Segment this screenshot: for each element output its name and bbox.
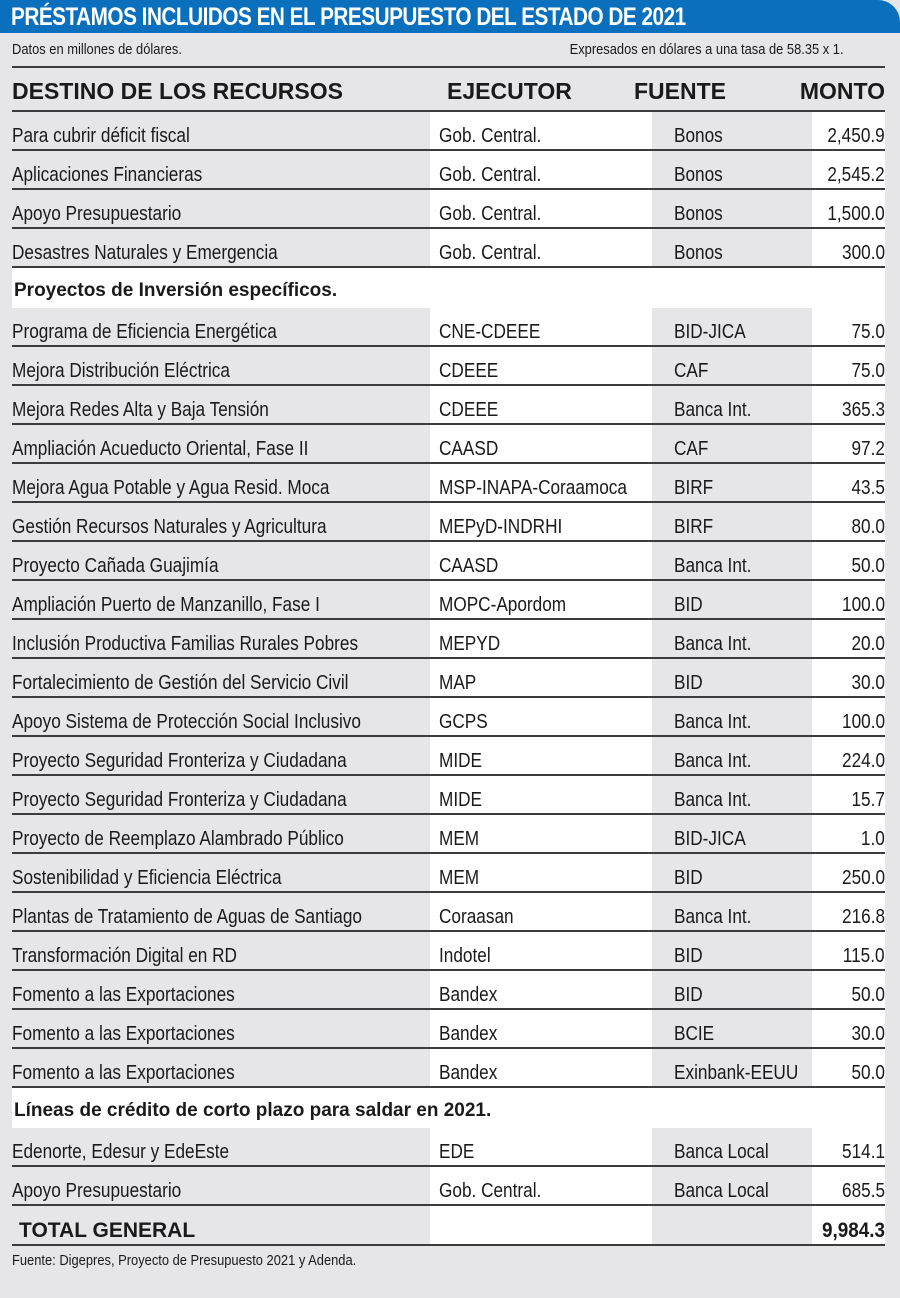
cell-monto: [812, 308, 885, 347]
table-row: [12, 151, 885, 190]
ejecutor-value: Bandex: [439, 1062, 498, 1084]
cell-monto: [812, 503, 885, 542]
table-row: [12, 776, 885, 815]
cell-monto: [812, 737, 885, 776]
total-row: [12, 1206, 885, 1246]
section-heading: Proyectos de Inversión específicos.: [14, 280, 338, 301]
cell-monto: [812, 815, 885, 854]
cell-monto: [812, 893, 885, 932]
cell-fuente: [652, 971, 812, 1010]
source-footnote: Fuente: Digepres, Proyecto de Presupuesto 2021 y Adenda.: [12, 1252, 357, 1269]
monto-value: 30.0: [851, 1023, 885, 1045]
ejecutor-value: MIDE: [439, 789, 482, 811]
destino-value: Plantas de Tratamiento de Aguas de Santiago: [12, 906, 362, 928]
cell-monto: [812, 698, 885, 737]
exchange-rate-note: Expresados en dólares a una tasa de 58.35 x 1.: [570, 41, 844, 58]
cell-monto: [812, 425, 885, 464]
cell-fuente: [652, 308, 812, 347]
destino-value: Apoyo Sistema de Protección Social Inclusivo: [12, 711, 361, 733]
table-row: [12, 112, 885, 151]
cell-fuente: [652, 620, 812, 659]
monto-value: 97.2: [851, 438, 885, 460]
ejecutor-value: Gob. Central.: [439, 164, 542, 186]
total-value: 9,984.3: [821, 1219, 885, 1242]
fuente-value: BID: [674, 594, 703, 616]
monto-value: 1.0: [861, 828, 885, 850]
cell-fuente: [652, 932, 812, 971]
table-row: [12, 854, 885, 893]
fuente-value: Banca Local: [674, 1141, 769, 1163]
monto-value: 75.0: [851, 321, 885, 343]
cell-ejecutor: [430, 542, 652, 581]
ejecutor-value: Indotel: [439, 945, 491, 967]
ejecutor-value: Gob. Central.: [439, 1180, 542, 1202]
cell-ejecutor: [430, 151, 652, 190]
section-heading: Líneas de crédito de corto plazo para saldar en 2021.: [14, 1100, 492, 1121]
table-row: [12, 1128, 885, 1167]
column-header-destino: DESTINO DE LOS RECURSOS: [12, 78, 343, 104]
cell-fuente: [652, 229, 812, 268]
monto-value: 1,500.0: [827, 203, 885, 225]
fuente-value: Banca Int.: [674, 750, 752, 772]
destino-value: Apoyo Presupuestario: [12, 1180, 182, 1202]
destino-value: Fomento a las Exportaciones: [12, 984, 235, 1006]
cell-monto: [812, 854, 885, 893]
monto-value: 365.3: [841, 399, 885, 421]
destino-value: Para cubrir déficit fiscal: [12, 125, 190, 147]
cell-ejecutor: [430, 581, 652, 620]
table-row: [12, 659, 885, 698]
monto-value: 100.0: [841, 594, 885, 616]
table-row: [12, 347, 885, 386]
cell-ejecutor: [430, 620, 652, 659]
cell-monto: [812, 581, 885, 620]
monto-value: 216.8: [841, 906, 885, 928]
destino-value: Ampliación Acueducto Oriental, Fase II: [12, 438, 309, 460]
table-row: [12, 425, 885, 464]
monto-value: 224.0: [841, 750, 885, 772]
ejecutor-value: MIDE: [439, 750, 482, 772]
cell-ejecutor: [430, 932, 652, 971]
cell-ejecutor: [430, 190, 652, 229]
table-row: [12, 815, 885, 854]
fuente-value: BID-JICA: [674, 321, 746, 343]
cell-monto: [812, 659, 885, 698]
ejecutor-value: Gob. Central.: [439, 203, 542, 225]
cell-ejecutor: [430, 854, 652, 893]
cell-ejecutor: [430, 815, 652, 854]
ejecutor-value: MOPC-Apordom: [439, 594, 567, 616]
cell-monto: [812, 776, 885, 815]
fuente-value: Banca Int.: [674, 789, 752, 811]
fuente-value: Banca Int.: [674, 555, 752, 577]
cell-destino: [12, 698, 430, 737]
cell-ejecutor: [430, 1167, 652, 1206]
cell-destino: [12, 347, 430, 386]
table-row: [12, 1049, 885, 1088]
ejecutor-value: Gob. Central.: [439, 242, 542, 264]
section-heading-row: [12, 268, 885, 308]
monto-value: 100.0: [841, 711, 885, 733]
cell-fuente: [652, 854, 812, 893]
cell-monto: [812, 1167, 885, 1206]
table-row: [12, 581, 885, 620]
cell-destino: [12, 1128, 430, 1167]
cell-fuente: [652, 425, 812, 464]
cell-ejecutor: [430, 1049, 652, 1088]
destino-value: Mejora Redes Alta y Baja Tensión: [12, 399, 269, 421]
cell-destino: [12, 620, 430, 659]
cell-monto: [812, 1128, 885, 1167]
cell-fuente: [652, 1049, 812, 1088]
cell-ejecutor: [430, 386, 652, 425]
cell-ejecutor: [430, 1010, 652, 1049]
monto-value: 2,545.2: [827, 164, 885, 186]
cell-destino: [12, 581, 430, 620]
cell-destino: [12, 1049, 430, 1088]
cell-destino: [12, 464, 430, 503]
cell-ejecutor: [430, 776, 652, 815]
destino-value: Inclusión Productiva Familias Rurales Pobres: [12, 633, 359, 655]
cell-ejecutor: [430, 112, 652, 151]
cell-monto: [812, 190, 885, 229]
cell-ejecutor: [430, 503, 652, 542]
monto-value: 50.0: [851, 1062, 885, 1084]
cell-ejecutor: [430, 893, 652, 932]
table-row: [12, 1010, 885, 1049]
monto-value: 250.0: [841, 867, 885, 889]
cell-monto: [812, 932, 885, 971]
cell-fuente: [652, 464, 812, 503]
cell-monto: [812, 1010, 885, 1049]
fuente-value: Banca Int.: [674, 906, 752, 928]
monto-value: 2,450.9: [827, 125, 885, 147]
cell-destino: [12, 386, 430, 425]
fuente-value: BIRF: [674, 477, 714, 499]
fuente-value: Bonos: [674, 242, 723, 264]
cell-fuente: [652, 386, 812, 425]
table-row: [12, 971, 885, 1010]
fuente-value: CAF: [674, 438, 709, 460]
cell-ejecutor: [430, 425, 652, 464]
ejecutor-value: MEPyD-INDRHI: [439, 516, 563, 538]
cell-ejecutor: [430, 971, 652, 1010]
cell-monto: [812, 347, 885, 386]
cell-destino: [12, 854, 430, 893]
cell-fuente: [652, 542, 812, 581]
monto-value: 50.0: [851, 555, 885, 577]
fuente-value: Banca Int.: [674, 633, 752, 655]
monto-value: 15.7: [851, 789, 885, 811]
title-bar: [0, 0, 900, 33]
fuente-value: BID: [674, 867, 703, 889]
cell-monto: [812, 229, 885, 268]
cell-destino: [12, 190, 430, 229]
page-title: PRÉSTAMOS INCLUIDOS EN EL PRESUPUESTO DEL ESTADO DE 2021: [11, 3, 686, 31]
ejecutor-value: MEM: [439, 828, 480, 850]
table-row: [12, 737, 885, 776]
destino-value: Proyecto de Reemplazo Alambrado Público: [12, 828, 344, 850]
fuente-value: BID: [674, 984, 703, 1006]
cell-fuente: [652, 1128, 812, 1167]
cell-destino: [12, 776, 430, 815]
cell-destino: [12, 893, 430, 932]
destino-value: Desastres Naturales y Emergencia: [12, 242, 278, 264]
cell-fuente: [652, 190, 812, 229]
total-cell: [430, 1206, 652, 1246]
cell-fuente: [652, 581, 812, 620]
cell-monto: [812, 151, 885, 190]
cell-ejecutor: [430, 229, 652, 268]
cell-monto: [812, 112, 885, 151]
ejecutor-value: Gob. Central.: [439, 125, 542, 147]
cell-destino: [12, 151, 430, 190]
ejecutor-value: MEPYD: [439, 633, 501, 655]
cell-destino: [12, 229, 430, 268]
cell-fuente: [652, 1167, 812, 1206]
row-underline: [12, 1244, 885, 1246]
destino-value: Proyecto Cañada Guajimía: [12, 555, 219, 577]
fuente-value: Bonos: [674, 125, 723, 147]
fuente-value: Banca Int.: [674, 711, 752, 733]
ejecutor-value: GCPS: [439, 711, 488, 733]
fuente-value: BID-JICA: [674, 828, 746, 850]
destino-value: Programa de Eficiencia Energética: [12, 321, 277, 343]
destino-value: Sostenibilidad y Eficiencia Eléctrica: [12, 867, 282, 889]
destino-value: Proyecto Seguridad Fronteriza y Ciudadana: [12, 750, 347, 772]
cell-fuente: [652, 347, 812, 386]
cell-destino: [12, 659, 430, 698]
cell-monto: [812, 620, 885, 659]
table-row: [12, 503, 885, 542]
loans-table: [12, 112, 885, 1246]
cell-destino: [12, 308, 430, 347]
destino-value: Proyecto Seguridad Fronteriza y Ciudadana: [12, 789, 347, 811]
table-row: [12, 620, 885, 659]
cell-destino: [12, 112, 430, 151]
monto-value: 115.0: [843, 945, 885, 967]
monto-value: 80.0: [851, 516, 885, 538]
ejecutor-value: CAASD: [439, 555, 499, 577]
cell-fuente: [652, 151, 812, 190]
cell-monto: [812, 971, 885, 1010]
ejecutor-value: CAASD: [439, 438, 499, 460]
fuente-value: CAF: [674, 360, 709, 382]
cell-fuente: [652, 893, 812, 932]
column-header-ejecutor: EJECUTOR: [447, 78, 572, 104]
monto-value: 20.0: [851, 633, 885, 655]
cell-ejecutor: [430, 347, 652, 386]
fuente-value: Banca Local: [674, 1180, 769, 1202]
ejecutor-value: MSP-INAPA-Coraamoca: [439, 477, 627, 499]
destino-value: Ampliación Puerto de Manzanillo, Fase I: [12, 594, 320, 616]
cell-fuente: [652, 112, 812, 151]
cell-destino: [12, 542, 430, 581]
column-header-monto: MONTO: [799, 78, 885, 104]
cell-destino: [12, 815, 430, 854]
cell-fuente: [652, 659, 812, 698]
destino-value: Fomento a las Exportaciones: [12, 1062, 235, 1084]
monto-value: 30.0: [851, 672, 885, 694]
table-row: [12, 932, 885, 971]
table-row: [12, 542, 885, 581]
destino-value: Fomento a las Exportaciones: [12, 1023, 235, 1045]
cell-destino: [12, 503, 430, 542]
table-row: [12, 386, 885, 425]
cell-monto: [812, 1049, 885, 1088]
destino-value: Gestión Recursos Naturales y Agricultura: [12, 516, 327, 538]
cell-fuente: [652, 815, 812, 854]
table-row: [12, 893, 885, 932]
ejecutor-value: Bandex: [439, 984, 498, 1006]
fuente-value: BIRF: [674, 516, 714, 538]
cell-fuente: [652, 698, 812, 737]
table-row: [12, 1167, 885, 1206]
destino-value: Mejora Agua Potable y Agua Resid. Moca: [12, 477, 330, 499]
ejecutor-value: CDEEE: [439, 360, 499, 382]
table-row: [12, 190, 885, 229]
cell-destino: [12, 1167, 430, 1206]
cell-destino: [12, 932, 430, 971]
cell-monto: [812, 542, 885, 581]
table-row: [12, 308, 885, 347]
cell-destino: [12, 971, 430, 1010]
ejecutor-value: CDEEE: [439, 399, 499, 421]
ejecutor-value: MEM: [439, 867, 480, 889]
monto-value: 50.0: [851, 984, 885, 1006]
fuente-value: Bonos: [674, 164, 723, 186]
destino-value: Transformación Digital en RD: [12, 945, 237, 967]
table-row: [12, 464, 885, 503]
units-note: Datos en millones de dólares.: [12, 41, 182, 58]
fuente-value: Exinbank-EEUU: [674, 1062, 799, 1084]
destino-value: Fortalecimiento de Gestión del Servicio Civil: [12, 672, 349, 694]
ejecutor-value: CNE-CDEEE: [439, 321, 541, 343]
fuente-value: BID: [674, 945, 703, 967]
cell-ejecutor: [430, 737, 652, 776]
cell-destino: [12, 425, 430, 464]
cell-fuente: [652, 1010, 812, 1049]
table-row: [12, 229, 885, 268]
ejecutor-value: MAP: [439, 672, 477, 694]
cell-ejecutor: [430, 464, 652, 503]
monto-value: 514.1: [841, 1141, 885, 1163]
ejecutor-value: Bandex: [439, 1023, 498, 1045]
cell-monto: [812, 464, 885, 503]
divider: [12, 66, 885, 68]
cell-destino: [12, 1010, 430, 1049]
destino-value: Edenorte, Edesur y EdeEste: [12, 1141, 230, 1163]
cell-fuente: [652, 503, 812, 542]
total-label: TOTAL GENERAL: [19, 1219, 196, 1242]
cell-fuente: [652, 776, 812, 815]
fuente-value: Banca Int.: [674, 399, 752, 421]
monto-value: 75.0: [851, 360, 885, 382]
table-row: [12, 698, 885, 737]
cell-ejecutor: [430, 308, 652, 347]
cell-ejecutor: [430, 659, 652, 698]
destino-value: Mejora Distribución Eléctrica: [12, 360, 230, 382]
cell-ejecutor: [430, 698, 652, 737]
destino-value: Apoyo Presupuestario: [12, 203, 182, 225]
monto-value: 300.0: [841, 242, 885, 264]
monto-value: 685.5: [841, 1180, 885, 1202]
column-header-fuente: FUENTE: [634, 78, 726, 104]
fuente-value: BID: [674, 672, 703, 694]
fuente-value: BCIE: [674, 1023, 715, 1045]
cell-ejecutor: [430, 1128, 652, 1167]
ejecutor-value: Coraasan: [439, 906, 514, 928]
fuente-value: Bonos: [674, 203, 723, 225]
destino-value: Aplicaciones Financieras: [12, 164, 203, 186]
cell-monto: [812, 386, 885, 425]
total-cell: [652, 1206, 812, 1246]
cell-destino: [12, 737, 430, 776]
monto-value: 43.5: [851, 477, 885, 499]
cell-fuente: [652, 737, 812, 776]
section-heading-row: [12, 1088, 885, 1128]
ejecutor-value: EDE: [439, 1141, 475, 1163]
